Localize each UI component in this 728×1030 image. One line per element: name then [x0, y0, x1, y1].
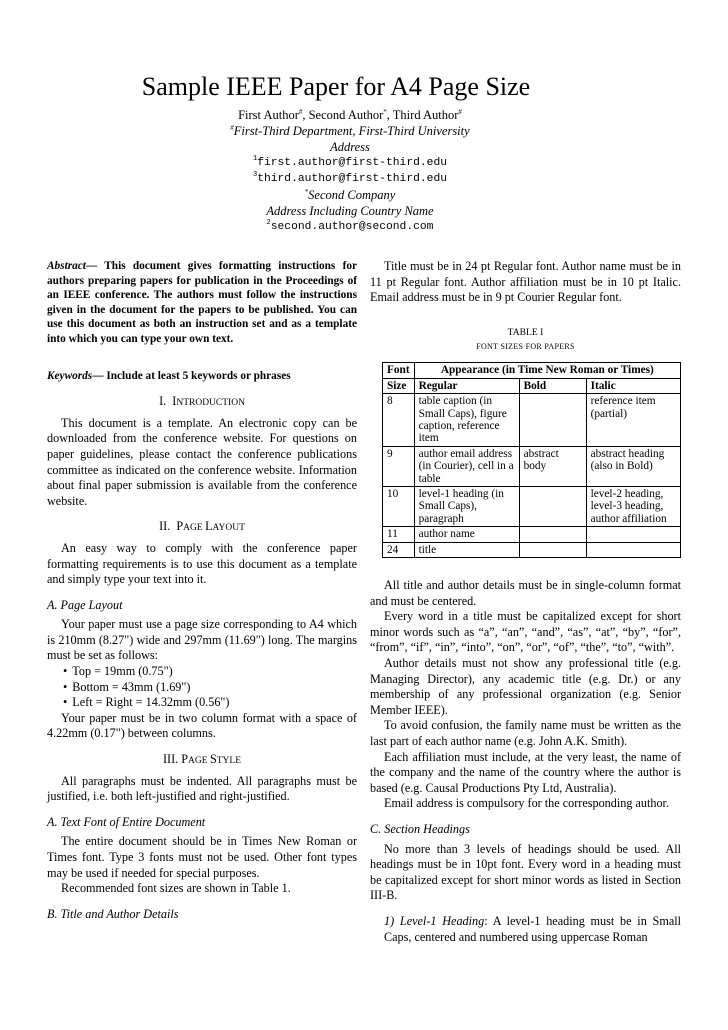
table-caption: TABLE I	[507, 326, 544, 338]
subsection-heading-text-font: A. Text Font of Entire Document	[47, 814, 206, 829]
column-format-paragraph: Your paper must be in two column format with a space of 4.22mm (0.17") between columns.	[47, 710, 357, 741]
table-row: 9 author email address (in Courier), cell in a table abstract body abstract heading (also in Bold)	[383, 446, 681, 486]
affiliation-1: #First-Third Department, First-Third University	[230, 123, 470, 138]
table-header-font: Font	[383, 363, 415, 378]
table-header-regular: Regular	[414, 378, 519, 393]
single-column-paragraph: All title and author details must be in single-column format and must be centered.	[370, 578, 681, 608]
section-headings-paragraph: No more than 3 levels of headings should be used. All headings must be in 10pt font. Every word in a heading must be capitalized except for short minor words as listed in Section III-B.	[370, 841, 681, 903]
affiliation-2-address: Address Including Country Name	[266, 204, 434, 218]
section-heading-page-layout: II. PAGE LAYOUT	[159, 519, 245, 534]
table-header-appearance: Appearance (in Time New Roman or Times)	[414, 363, 680, 378]
margin-bullet-bottom: • Bottom = 43mm (1.69")	[47, 680, 357, 696]
professional-title-paragraph: Author details must not show any professional title (e.g. Managing Director), any academic title (e.g. Dr.) or any membership of any professional organization (e.g. Senior Member IEEE).	[370, 656, 681, 717]
margin-bullet-left-right: • Left = Right = 14.32mm (0.56")	[47, 695, 357, 711]
text-font-paragraph: The entire document should be in Times New Roman or Times font. Type 3 fonts must not be used. Other font types may be used if needed for special purposes.	[47, 834, 357, 880]
table-row: 10 level-1 heading (in Small Caps), paragraph level-2 heading, level-3 heading, author affiliation	[383, 487, 681, 527]
subsection-heading-page-layout: A. Page Layout	[47, 597, 123, 612]
table-subcaption: FONT SIZES FOR PAPERS	[476, 341, 575, 351]
section-heading-page-style: III. PAGE STYLE	[162, 752, 242, 767]
email-3: $^3$third.author@first-third.edu	[252, 171, 448, 185]
paper-title: Sample IEEE Paper for A4 Page Size	[141, 72, 531, 101]
affiliation-paragraph: Each affiliation must include, at the very least, the name of the company and the name of the country where the author is based (e.g. Causal Productions Pty Ltd, Australia).	[370, 749, 681, 795]
table-header-bold: Bold	[519, 378, 586, 393]
author-block	[200, 107, 500, 235]
table-subheader-row	[383, 378, 681, 393]
title-font-paragraph: Title must be in 24 pt Regular font. Author name must be in 11 pt Regular font. Author affiliation must be in 10 pt Italic. Email address must be in 9 pt Courier Regular font.	[370, 259, 681, 305]
page-style-paragraph: All paragraphs must be indented. All paragraphs must be justified, i.e. both left-justified and right-justified.	[47, 773, 357, 804]
subsection-heading-title-author: B. Title and Author Details	[47, 906, 179, 921]
table-row: 24 title	[383, 542, 681, 557]
page-layout-paragraph: An easy way to comply with the conference paper formatting requirements is to use this document as a template and simply type your text into it.	[47, 540, 357, 587]
subsection-heading-section-headings: C. Section Headings	[370, 821, 470, 836]
left-column	[47, 259, 357, 926]
family-name-paragraph: To avoid confusion, the family name must be written as the last part of each author name (e.g. John A.K. Smith).	[370, 718, 681, 748]
table-row: 8 table caption (in Small Caps), figure caption, reference item reference item (partial)	[383, 394, 681, 447]
email-1: $^1$first.author@first-third.edu	[252, 155, 448, 169]
affiliation-2: *Second Company	[304, 187, 396, 202]
font-sizes-paragraph: Recommended font sizes are shown in Table 1.	[61, 881, 291, 896]
page-size-paragraph: Your paper must use a page size corresponding to A4 which is 210mm (8.27") wide and 297mm (11.69") long. The margins must be set as follows:	[47, 617, 357, 663]
font-sizes-table	[382, 362, 681, 558]
author-names: First Author#, Second Author*, Third Author#	[238, 107, 462, 122]
right-column	[370, 259, 681, 945]
affiliation-1-address: Address	[330, 140, 370, 154]
email-2: $^2$second.author@second.com	[266, 219, 434, 233]
table-header-row	[383, 363, 681, 378]
table-row: 11 author name	[383, 527, 681, 542]
level-1-heading-paragraph: 1) Level-1 Heading: A level-1 heading must be in Small Caps, centered and numbered using uppercase Roman	[384, 913, 681, 944]
table-header-size: Size	[383, 378, 415, 393]
table-header-italic: Italic	[586, 378, 680, 393]
introduction-paragraph: This document is a template. An electronic copy can be downloaded from the conference website. For questions on paper guidelines, please contact the conference publications committee as indicated on the conference website. Information about final paper submission is available from the conference website.	[47, 415, 357, 508]
email-paragraph: Email address is compulsory for the corresponding author.	[384, 796, 669, 811]
capitalization-paragraph: Every word in a title must be capitalized except for short minor words such as “a”, “an”, “and”, “as”, “at”, “by”, “for”, “from”, “if”, “in”, “into”, “on”, “or”, “of”, “the”, “to”, “with”.	[370, 609, 681, 655]
section-heading-introduction: I. INTRODUCTION	[159, 394, 245, 409]
keywords: Keywords— Include at least 5 keywords or phrases	[47, 369, 291, 382]
margin-bullet-top: • Top = 19mm (0.75")	[47, 664, 357, 680]
abstract: Abstract— This document gives formatting instructions for authors preparing papers for publication in the Proceedings of an IEEE conference. The authors must follow the instructions given in the document for the papers to be published. You can use this document as both an instruction set and as a template into which you can type your own text.	[47, 260, 357, 345]
